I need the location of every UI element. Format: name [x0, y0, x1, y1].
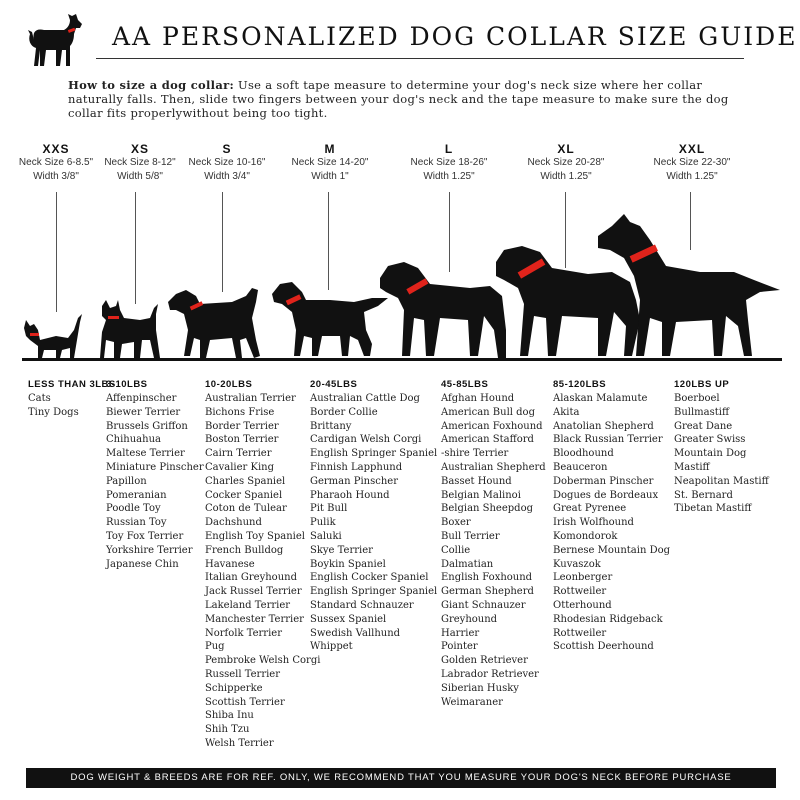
leader-line-xxs	[56, 192, 57, 312]
size-width: Width 1.25"	[423, 171, 475, 182]
breed-item: Siberian Husky	[441, 682, 519, 694]
breed-item: English Cocker Spaniel	[310, 572, 429, 584]
breed-item: Bull Terrier	[441, 530, 500, 542]
breed-list	[205, 392, 320, 751]
breed-item: Leonberger	[553, 572, 613, 584]
breed-item: American Stafford	[441, 434, 534, 446]
dog-silhouette-icon	[272, 282, 388, 356]
breed-item: Tibetan Mastiff	[674, 503, 752, 515]
breed-item: Australian Cattle Dog	[310, 393, 420, 404]
breed-item: Otterhound	[553, 599, 612, 611]
breed-item: Belgian Malinoi	[441, 489, 521, 501]
column-heading: 120LBS UP	[674, 379, 730, 390]
breed-item: Pomeranian	[106, 489, 167, 501]
size-width: Width 1.25"	[666, 171, 718, 182]
breed-item: Bullmastiff	[674, 406, 730, 418]
breed-item: German Pinscher	[310, 475, 398, 487]
breed-item: Bernese Mountain Dog	[553, 544, 671, 556]
breed-item: Beauceron	[553, 461, 608, 473]
breed-item: Boykin Spaniel	[310, 558, 386, 570]
breed-item: Cocker Spaniel	[205, 489, 283, 501]
intro-paragraph	[68, 78, 748, 120]
breed-item: Collie	[441, 544, 471, 556]
breed-item: Manchester Terrier	[205, 613, 304, 625]
breed-item: Welsh Terrier	[205, 737, 274, 749]
breed-item: Black Russian Terrier	[553, 434, 663, 446]
breed-item: Dachshund	[205, 517, 262, 529]
size-neck: Neck Size 22-30"	[653, 157, 731, 168]
breed-item: Kuvaszok	[553, 558, 601, 570]
breed-item: Toy Fox Terrier	[106, 530, 184, 542]
breed-column	[553, 378, 670, 654]
size-code: L	[444, 142, 454, 156]
breed-item: Rottweiler	[553, 627, 607, 639]
size-code: M	[324, 142, 336, 156]
breed-list	[106, 392, 204, 571]
breed-item: Doberman Pinscher	[553, 475, 654, 487]
breed-item: French Bulldog	[205, 544, 284, 556]
breed-item: Pit Bull	[310, 503, 348, 515]
breed-item: Skye Terrier	[310, 544, 373, 556]
size-label-l	[389, 142, 509, 184]
column-heading: 85-120LBS	[553, 379, 607, 390]
breed-item: Alaskan Malamute	[553, 393, 648, 404]
column-heading: 3-10LBS	[106, 379, 148, 390]
breed-item: Rhodesian Ridgeback	[553, 613, 663, 625]
breed-item: Anatolian Shepherd	[553, 420, 654, 432]
breed-item: Havanese	[205, 558, 255, 570]
breed-item: Shih Tzu	[205, 724, 250, 736]
breed-item: Bloodhound	[553, 448, 614, 460]
breed-item: Japanese Chin	[106, 558, 179, 570]
breed-list	[674, 392, 769, 516]
breed-item: Swedish Vallhund	[310, 627, 401, 639]
breed-item: Scottish Terrier	[205, 696, 285, 708]
breed-item: Poodle Toy	[106, 503, 161, 515]
dog-logo-icon	[24, 10, 86, 70]
dog-silhouette-icon	[496, 246, 640, 356]
breed-item: Whippet	[310, 641, 353, 653]
breed-item: English Springer Spaniel	[310, 448, 438, 460]
title-divider	[96, 58, 744, 59]
breed-item: Cavalier King	[205, 461, 275, 473]
size-label-xxl	[632, 142, 752, 184]
breed-item: Yorkshire Terrier	[106, 544, 193, 556]
breed-item: Affenpinscher	[106, 393, 177, 404]
breed-item: Labrador Retriever	[441, 668, 539, 680]
size-label-m	[270, 142, 390, 184]
size-code: XS	[130, 142, 149, 156]
cat-silhouette-icon	[24, 314, 82, 358]
size-code: S	[222, 142, 232, 156]
breed-item: Pointer	[441, 641, 478, 653]
leader-line-xl	[565, 192, 566, 268]
breed-item: Rottweiler	[553, 586, 607, 598]
breed-item: Golden Retriever	[441, 655, 528, 667]
breed-item: Russian Toy	[106, 517, 167, 529]
breed-item: English Springer Spaniel	[310, 586, 438, 598]
breed-item: Australian Terrier	[205, 393, 296, 404]
size-neck: Neck Size 8-12"	[104, 157, 176, 168]
breed-item: Great Pyrenee	[553, 503, 627, 515]
breed-item: Neapolitan Mastiff	[674, 475, 769, 487]
breed-item: American Bull dog	[441, 406, 535, 418]
size-neck: Neck Size 14-20"	[291, 157, 369, 168]
breed-item: Komondorok	[553, 530, 618, 542]
breed-item: German Shepherd	[441, 586, 534, 598]
size-code: XL	[557, 142, 575, 156]
breed-list	[553, 392, 670, 654]
breed-item: Basset Hound	[441, 475, 512, 487]
column-heading: 45-85LBS	[441, 379, 489, 390]
size-neck: Neck Size 10-16"	[188, 157, 266, 168]
breed-item: Cairn Terrier	[205, 448, 272, 460]
size-label-s	[167, 142, 287, 184]
size-width: Width 1"	[311, 171, 349, 182]
breed-item: Pharaoh Hound	[310, 489, 390, 501]
breed-item: Shiba Inu	[205, 710, 254, 722]
breed-list	[310, 392, 437, 654]
breed-item: St. Bernard	[674, 489, 733, 501]
breed-item: Brussels Griffon	[106, 420, 188, 432]
breed-item: Pembroke Welsh Corgi	[205, 655, 321, 667]
breed-item: Charles Spaniel	[205, 475, 286, 487]
breed-item: Giant Schnauzer	[441, 599, 526, 611]
breed-item: Belgian Sheepdog	[441, 503, 533, 515]
breed-item: Sussex Spaniel	[310, 613, 387, 625]
breed-column	[674, 378, 769, 516]
size-code: XXL	[678, 142, 706, 156]
breed-item: Mastiff	[674, 461, 710, 473]
breed-item: Miniature Pinscher	[106, 461, 204, 473]
breed-item: English Toy Spaniel	[205, 530, 305, 542]
breed-item: Boston Terrier	[205, 434, 279, 446]
breed-column	[205, 378, 320, 751]
dog-silhouette-icon	[100, 300, 160, 358]
size-code: XXS	[42, 142, 70, 156]
breed-item: English Foxhound	[441, 572, 533, 584]
breed-item: Brittany	[310, 420, 352, 432]
breed-item: Italian Greyhound	[205, 572, 297, 584]
breed-item: Harrier	[441, 627, 480, 639]
breed-item: Boerboel	[674, 393, 720, 404]
breed-list	[28, 392, 116, 420]
leader-line-xxl	[690, 192, 691, 250]
breed-item: Afghan Hound	[441, 393, 515, 404]
breed-column	[441, 378, 546, 709]
ground-line	[22, 358, 782, 361]
dog-silhouette-icon	[380, 262, 506, 358]
breed-item: Tiny Dogs	[28, 406, 79, 418]
page-title: AA PERSONALIZED DOG COLLAR SIZE GUIDE	[112, 22, 798, 51]
size-label-xl	[506, 142, 626, 184]
intro-text: Use a soft tape measure to determine your dog's neck size where her collar naturally falls. Then, slide two fingers between your dog's neck and the tape measure to make sure the dog collar fits properlywithout being too tight.	[68, 78, 729, 120]
breed-item: Schipperke	[205, 682, 263, 694]
breed-item: Australian Shepherd	[441, 461, 546, 473]
breed-item: Cardigan Welsh Corgi	[310, 434, 422, 446]
breed-item: -shire Terrier	[441, 448, 509, 460]
breed-item: Cats	[28, 393, 51, 404]
leader-line-l	[449, 192, 450, 272]
breed-item: Boxer	[441, 517, 471, 529]
size-width: Width 3/4"	[204, 171, 250, 182]
column-heading: LESS THAN 3LBS	[28, 379, 116, 390]
size-neck: Neck Size 6-8.5"	[18, 157, 94, 168]
intro-label: How to size a dog collar:	[68, 78, 234, 92]
size-width: Width 5/8"	[117, 171, 163, 182]
breed-item: Great Dane	[674, 420, 733, 432]
size-width: Width 1.25"	[540, 171, 592, 182]
breed-column	[106, 378, 204, 571]
column-heading: 20-45LBS	[310, 379, 358, 390]
leader-line-s	[222, 192, 223, 292]
footer-banner: DOG WEIGHT & BREEDS ARE FOR REF. ONLY, WE RECOMMEND THAT YOU MEASURE YOUR DOG'S NECK BEFORE PURCHASE	[26, 768, 776, 788]
breed-item: Border Collie	[310, 406, 378, 418]
breed-item: Border Terrier	[205, 420, 279, 432]
size-neck: Neck Size 18-26"	[410, 157, 488, 168]
breed-item: Weimaraner	[441, 696, 503, 708]
dog-silhouette-icon	[598, 214, 780, 356]
breed-item: Jack Russel Terrier	[205, 586, 302, 598]
breed-item: Maltese Terrier	[106, 448, 185, 460]
breed-item: Finnish Lapphund	[310, 461, 403, 473]
breed-item: Bichons Frise	[205, 406, 275, 418]
breed-item: Akita	[553, 406, 580, 418]
leader-line-xs	[135, 192, 136, 304]
breed-item: Pulik	[310, 517, 336, 529]
leader-line-m	[328, 192, 329, 290]
breed-item: Russell Terrier	[205, 668, 280, 680]
breed-item: Norfolk Terrier	[205, 627, 282, 639]
breed-item: Greater Swiss	[674, 434, 746, 446]
breed-item: Dogues de Bordeaux	[553, 489, 659, 501]
breed-item: Mountain Dog	[674, 448, 747, 460]
breed-item: Greyhound	[441, 613, 498, 625]
breed-item: Scottish Deerhound	[553, 641, 654, 653]
breed-item: Coton de Tulear	[205, 503, 287, 515]
breed-item: Irish Wolfhound	[553, 517, 634, 529]
breed-item: Lakeland Terrier	[205, 599, 291, 611]
size-neck: Neck Size 20-28"	[527, 157, 605, 168]
breed-item: American Foxhound	[441, 420, 543, 432]
breed-item: Chihuahua	[106, 434, 161, 446]
breed-item: Biewer Terrier	[106, 406, 181, 418]
breed-list	[441, 392, 546, 709]
breed-item: Pug	[205, 641, 225, 653]
breed-item: Saluki	[310, 530, 342, 542]
breed-column	[28, 378, 116, 420]
dog-silhouette-icon	[168, 288, 260, 358]
column-heading: 10-20LBS	[205, 379, 253, 390]
breed-item: Dalmatian	[441, 558, 494, 570]
breed-item: Papillon	[106, 475, 147, 487]
size-width: Width 3/8"	[33, 171, 79, 182]
breed-column	[310, 378, 437, 654]
breed-item: Standard Schnauzer	[310, 599, 414, 611]
